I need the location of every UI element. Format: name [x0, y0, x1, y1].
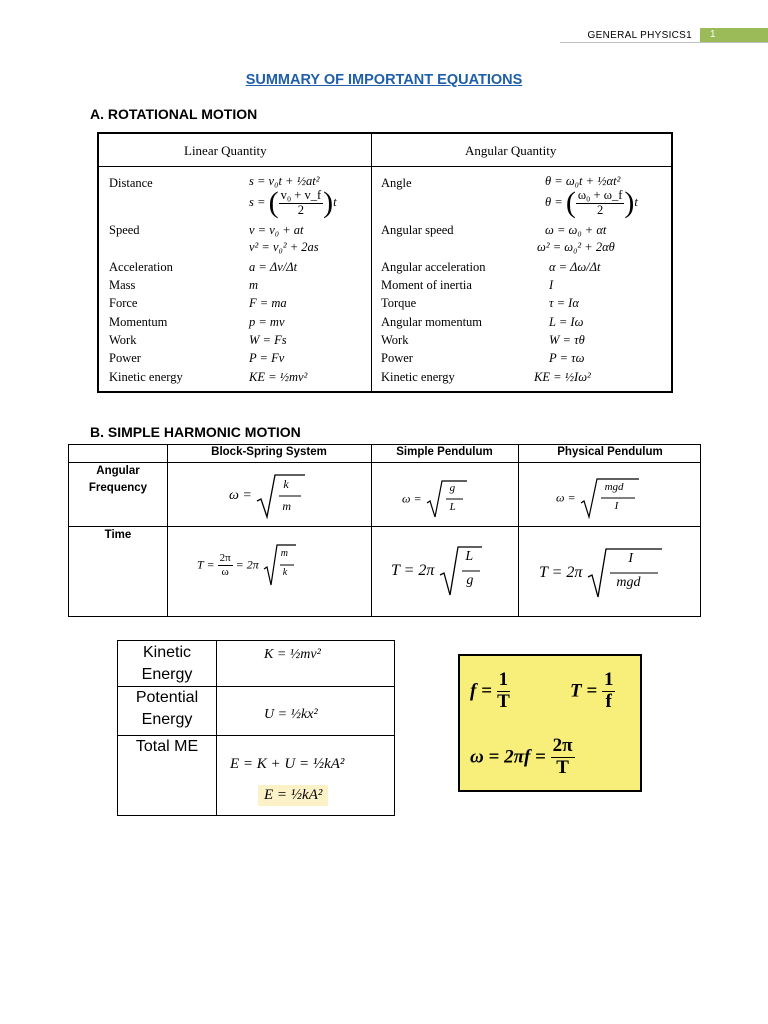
equation-total-energy-highlighted: E = ½kA²: [258, 785, 328, 806]
linear-label: Mass: [109, 278, 136, 292]
equation-angular-speed: ω = ω₀ + αt: [545, 223, 607, 237]
linear-label: Power: [109, 351, 141, 365]
column-divider: [371, 134, 372, 391]
equation-angular-acceleration: α = Δω/Δt: [549, 260, 601, 274]
equation-mass: m: [249, 278, 259, 292]
fraction-numerator: 2π: [219, 552, 231, 565]
equation-frequency: f = $\frac{1}{T}$: [470, 669, 510, 712]
label-total-me: Total ME: [135, 738, 199, 755]
period-block-spring-formula: T = $\frac{2\pi}{\omega}$ = 2π m k: [197, 543, 296, 587]
header-angular-quantity: Angular Quantity: [465, 143, 557, 158]
fraction-denominator: T: [497, 690, 510, 712]
rotational-table: [97, 132, 673, 393]
equation-work: W = Fs: [249, 333, 287, 347]
section-heading-shm: B. SIMPLE HARMONIC MOTION: [90, 424, 301, 440]
fraction-denominator: I: [614, 500, 619, 512]
header-block-spring: Block-Spring System: [211, 446, 327, 458]
header-linear-quantity: Linear Quantity: [184, 143, 267, 158]
equation-angle: θ = ω₀t + ½αt²: [545, 174, 621, 188]
label-kinetic-energy: Kinetic Energy: [141, 644, 193, 683]
radical-sign-icon: [438, 545, 482, 597]
equation-period: T = $\frac{1}{f}$: [570, 669, 614, 712]
angular-label: Moment of inertia: [381, 278, 472, 292]
fraction-denominator: L: [449, 501, 456, 513]
equation-speed: v = v₀ + at: [249, 223, 304, 237]
running-header: GENERAL PHYSICS1: [587, 30, 692, 41]
fraction-numerator: L: [465, 549, 474, 564]
equation-angular-momentum: L = Iω: [549, 315, 584, 329]
radical-sign-icon: [255, 473, 305, 519]
equation-angular-work: W = τθ: [549, 333, 585, 347]
fraction-numerator: I: [628, 551, 634, 566]
equation-angular-power: P = τω: [549, 351, 585, 365]
grid-line: [69, 462, 700, 463]
header-physical-pendulum: Physical Pendulum: [557, 446, 663, 458]
fraction-numerator: mgd: [604, 481, 624, 493]
section-heading-rotational: A. ROTATIONAL MOTION: [90, 106, 258, 122]
equation-potential-energy: U = ½kx²: [264, 707, 318, 722]
fraction-numerator: g: [449, 482, 456, 494]
equation-acceleration: a = Δv/Δt: [249, 260, 298, 274]
equation-angle-average: θ = ( $\frac{\text{ω₀ + ω\_f}}{2}$ )t: [545, 186, 638, 219]
grid-line: [518, 445, 519, 616]
equation-speed-squared: v² = v₀² + 2as: [249, 240, 319, 254]
equation-momentum: p = mv: [249, 315, 285, 329]
grid-line: [167, 445, 168, 616]
header-simple-pendulum: Simple Pendulum: [396, 446, 493, 458]
period-physical-pendulum-formula: T = 2π I mgd: [539, 547, 662, 599]
fraction-denominator: mgd: [616, 575, 641, 590]
page-number-tab: 1: [700, 28, 768, 42]
radical-sign-icon: [586, 547, 662, 599]
equation-distance: s = v₀t + ½at²: [249, 174, 320, 188]
angular-label: Angular momentum: [381, 315, 483, 329]
grid-line: [69, 526, 700, 527]
linear-label: Force: [109, 296, 138, 310]
equation-torque: τ = Iα: [549, 296, 579, 310]
equation-angular-frequency: ω = 2πf = $\frac{2\pi}{T}$: [470, 735, 573, 778]
fraction-denominator: g: [466, 573, 474, 588]
equation-power: P = Fv: [249, 351, 285, 365]
period-simple-pendulum-formula: T = 2π L g: [391, 545, 482, 597]
freq-simple-pendulum-formula: ω = g L: [402, 479, 467, 519]
freq-physical-pendulum-formula: ω = mgd I: [556, 477, 639, 519]
fraction-denominator: k: [282, 567, 288, 578]
fraction-denominator: m: [282, 499, 292, 513]
angular-label: Torque: [381, 296, 417, 310]
angular-label: Angular acceleration: [381, 260, 486, 274]
grid-line: [371, 445, 372, 616]
angular-label: Work: [381, 333, 409, 347]
fraction-numerator: 1: [603, 669, 614, 690]
label-potential-energy: Potential Energy: [135, 689, 199, 728]
radical-sign-icon: [262, 543, 296, 587]
fraction-denominator: f: [605, 690, 612, 712]
angular-label: Angle: [381, 176, 412, 190]
linear-label: Momentum: [109, 315, 168, 329]
fraction-denominator: ω: [221, 565, 229, 578]
document-title: SUMMARY OF IMPORTANT EQUATIONS: [245, 72, 523, 88]
radical-sign-icon: [425, 479, 467, 519]
row-label-angular-frequency: Angular Frequency: [88, 465, 148, 494]
fraction-numerator: m: [280, 548, 288, 559]
header-divider: [99, 166, 671, 167]
linear-label: Distance: [109, 176, 153, 190]
angular-label: Kinetic energy: [381, 370, 455, 384]
angular-label: Angular speed: [381, 223, 454, 237]
equation-moment-of-inertia: I: [549, 278, 554, 292]
equation-angular-speed-squared: ω² = ω₀² + 2αθ: [537, 240, 615, 254]
linear-label: Work: [109, 333, 137, 347]
energy-table: [117, 640, 395, 816]
angular-label: Power: [381, 351, 413, 365]
equation-kinetic-energy: KE = ½mv²: [249, 370, 308, 384]
freq-block-spring-formula: ω = k m: [229, 473, 305, 519]
equation-total-energy: E = K + U = ½kA²: [230, 756, 345, 772]
equation-distance-average: s = ( $\frac{\text{v₀ + v\_f}}{2}$ )t: [249, 186, 337, 219]
fraction-numerator: 2π: [552, 735, 573, 756]
fraction-numerator: k: [283, 477, 289, 491]
equation-kinetic-energy-shm: K = ½mv²: [264, 647, 321, 662]
fraction-denominator: T: [556, 756, 569, 778]
fraction-numerator: 1: [498, 669, 509, 690]
equation-rotational-kinetic-energy: KE = ½Iω²: [534, 370, 591, 384]
shm-table: [68, 444, 701, 617]
linear-label: Kinetic energy: [109, 370, 183, 384]
grid-line: [216, 641, 217, 815]
equation-force: F = ma: [249, 296, 287, 310]
row-label-time: Time: [104, 529, 132, 541]
header-rule: [560, 42, 768, 43]
period-frequency-box: [458, 654, 642, 792]
linear-label: Speed: [109, 223, 140, 237]
linear-label: Acceleration: [109, 260, 173, 274]
